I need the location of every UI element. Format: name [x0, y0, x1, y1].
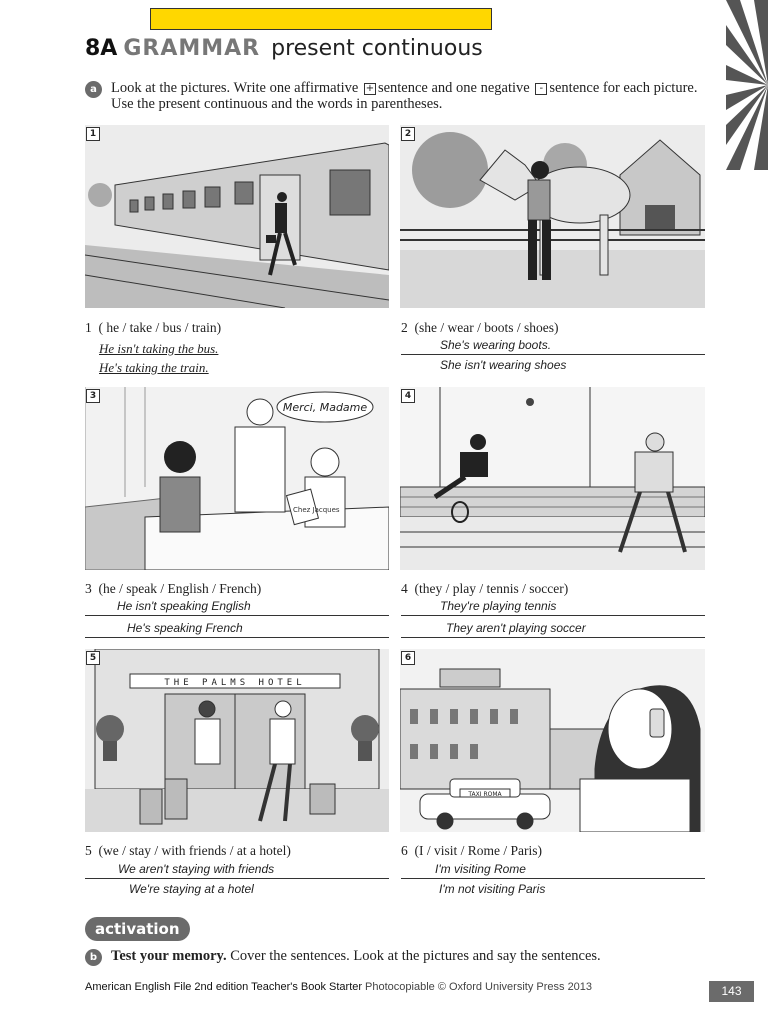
picture-tennis [400, 387, 705, 570]
item-5-prompt-text: (we / stay / with friends / at a hotel) [98, 843, 291, 858]
item-6-answer-line-1 [401, 860, 705, 879]
picture-restaurant [85, 387, 389, 570]
item-4-answer-line-1 [401, 597, 705, 616]
item-5-number: 5 [85, 843, 92, 858]
exercise-a-instructions [111, 80, 711, 112]
picture-train [85, 125, 389, 308]
exercise-b-label: b [85, 949, 102, 966]
picture-number-5: 5 [86, 651, 100, 665]
instruction-text-2: sentence and one negative [377, 80, 530, 96]
item-2-prompt [401, 320, 558, 336]
item-1-answer-1: He isn't taking the bus. [99, 341, 219, 356]
minus-symbol: - [535, 83, 547, 95]
item-3-number: 3 [85, 581, 92, 596]
section-name: GRAMMAR [123, 36, 261, 61]
picture-hotel [85, 649, 389, 832]
item-3-answer-line-2 [85, 619, 389, 638]
item-5-answer-line-2 [85, 880, 389, 898]
item-2-number: 2 [401, 320, 408, 335]
item-4-answer-1: They're playing tennis [440, 599, 557, 613]
item-1-prompt [85, 320, 221, 336]
item-4-number: 4 [401, 581, 408, 596]
speech-bubble-text: Merci, Madame [282, 401, 368, 414]
item-6-number: 6 [401, 843, 408, 858]
picture-horse [400, 125, 705, 308]
picture-number-3: 3 [86, 389, 100, 403]
item-4-prompt [401, 581, 568, 597]
header-highlight-bar [150, 8, 492, 30]
item-4-answer-line-2 [401, 619, 705, 638]
footer-book-title: American English File 2nd edition Teacher's Book Starter [85, 981, 363, 993]
corner-sunburst-decoration [726, 0, 768, 170]
item-1-number: 1 [85, 320, 92, 335]
picture-number-6: 6 [401, 651, 415, 665]
test-memory-bold: Test your memory. [111, 948, 227, 964]
exercise-a-label: a [85, 81, 102, 98]
item-2-answer-1: She's wearing boots. [440, 338, 552, 352]
item-5-answer-1: We aren't staying with friends [118, 862, 275, 876]
picture-number-1: 1 [86, 127, 100, 141]
item-4-answer-2: They aren't playing soccer [446, 621, 586, 635]
picture-number-2: 2 [401, 127, 415, 141]
item-6-prompt [401, 843, 542, 859]
item-5-answer-2: We're staying at a hotel [129, 882, 254, 896]
instruction-text-1: Look at the pictures. Write one affirmative [111, 80, 359, 96]
item-1-answer-2: He's taking the train. [99, 360, 209, 375]
woman-left [160, 441, 200, 532]
item-2-answer-line-2 [401, 356, 705, 374]
item-6-answer-line-2 [401, 880, 705, 898]
item-2-answer-2: She isn't wearing shoes [440, 358, 567, 372]
footer-copyright: Photocopiable © Oxford University Press 2013 [365, 981, 593, 993]
exercise-b-text [111, 948, 601, 965]
unit-code: 8A [85, 36, 118, 61]
footer [85, 981, 592, 993]
item-5-prompt [85, 843, 291, 859]
item-3-answer-line-1 [85, 597, 389, 616]
activation-label: activation [85, 917, 190, 941]
item-6-prompt-text: (I / visit / Rome / Paris) [414, 843, 542, 858]
picture-number-4: 4 [401, 389, 415, 403]
taxi-sign-text: TAXI ROMA [468, 791, 502, 798]
item-1-prompt-text: ( he / take / bus / train) [98, 320, 222, 335]
item-2-answer-line-1 [401, 336, 705, 355]
item-3-prompt [85, 581, 261, 597]
page-number: 143 [709, 981, 754, 1002]
grammar-topic: present continuous [271, 36, 483, 61]
item-6-answer-1: I'm visiting Rome [435, 862, 526, 876]
hotel-sign-text: THE PALMS HOTEL [164, 678, 306, 688]
instruction-text-3: sentence for each picture. Use the present continuous and the words in parentheses. [111, 80, 698, 112]
plus-symbol: + [365, 83, 375, 94]
item-5-answer-line-1 [85, 860, 389, 879]
picture-rome [400, 649, 705, 832]
item-3-answer-1: He isn't speaking English [117, 599, 251, 613]
page-title [85, 36, 483, 61]
item-3-prompt-text: (he / speak / English / French) [98, 581, 262, 596]
item-3-answer-2: He's speaking French [127, 621, 243, 635]
test-memory-rest: Cover the sentences. Look at the pictures and say the sentences. [226, 948, 601, 964]
menu-text: Chez Jacques [293, 506, 340, 514]
item-2-prompt-text: (she / wear / boots / shoes) [414, 320, 559, 335]
item-6-answer-2: I'm not visiting Paris [439, 882, 546, 896]
item-4-prompt-text: (they / play / tennis / soccer) [414, 581, 569, 596]
